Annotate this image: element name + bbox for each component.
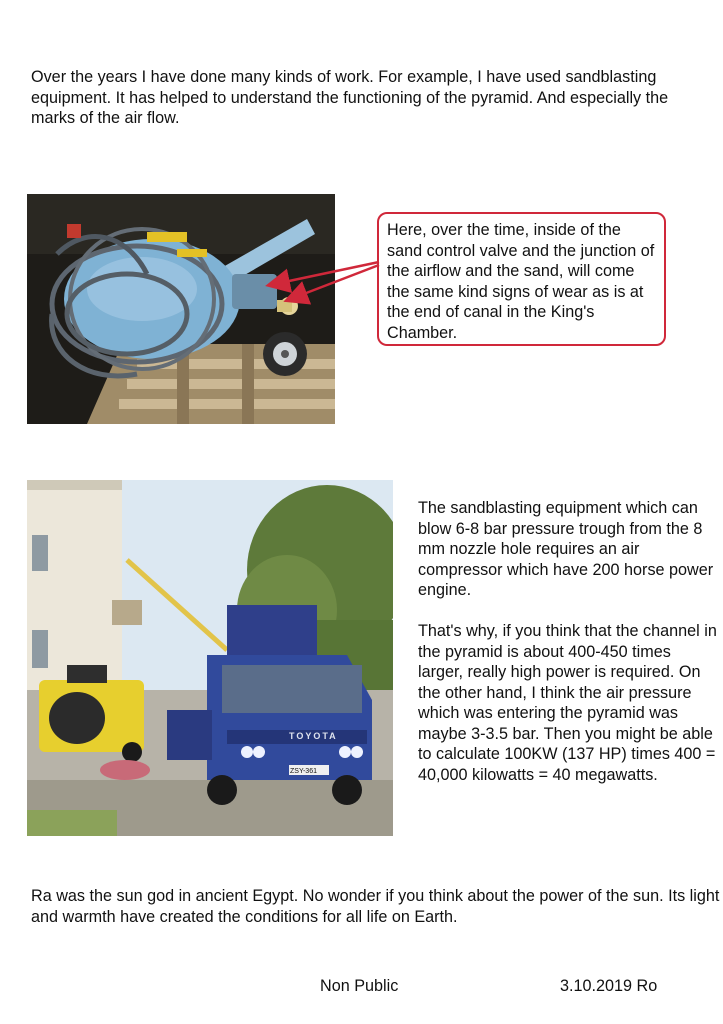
footer-classification: Non Public — [320, 977, 399, 995]
license-plate: ZSY-361 — [290, 768, 317, 775]
closing-paragraph: Ra was the sun god in ancient Egypt. No wonder if you think about the power of the sun. Its light and warmth have created the conditions for all life on Earth. — [31, 887, 720, 926]
valve-wear-callout: Here, over the time, inside of the sand control valve and the junction of the airflow and the sand, will come the same kind signs of wear as is at the end of canal in the King's Chamber. — [377, 212, 666, 346]
compressor-explanation — [418, 498, 718, 785]
side-paragraph-1: The sandblasting equipment which can blow 6-8 bar pressure trough from the 8 mm nozzle hole requires an air compressor which have 200 horse power engine. — [418, 499, 714, 599]
sandblaster-photo — [27, 194, 335, 424]
truck-image — [27, 480, 393, 836]
side-paragraph-2: That's why, if you think that the channel in the pyramid is about 400-450 times larger, really high power is required. On the other hand, I think the air pressure which was entering the pyramid was maybe 3-3.5 bar. Then you might be able to calculate 100KW (137 HP) times 400 = 40,000 kilowatts = 40 megawatts. — [418, 622, 717, 784]
intro-paragraph: Over the years I have done many kinds of work. For example, I have used sandblasting equipment. It has helped to understand the functioning of the pyramid. And especially the marks of the air flow. — [31, 68, 669, 127]
truck-brand-label: TOYOTA — [289, 731, 338, 741]
sandblaster-image — [27, 194, 335, 424]
footer-date: 3.10.2019 Ro — [560, 977, 658, 995]
truck-compressor-photo — [27, 480, 393, 836]
